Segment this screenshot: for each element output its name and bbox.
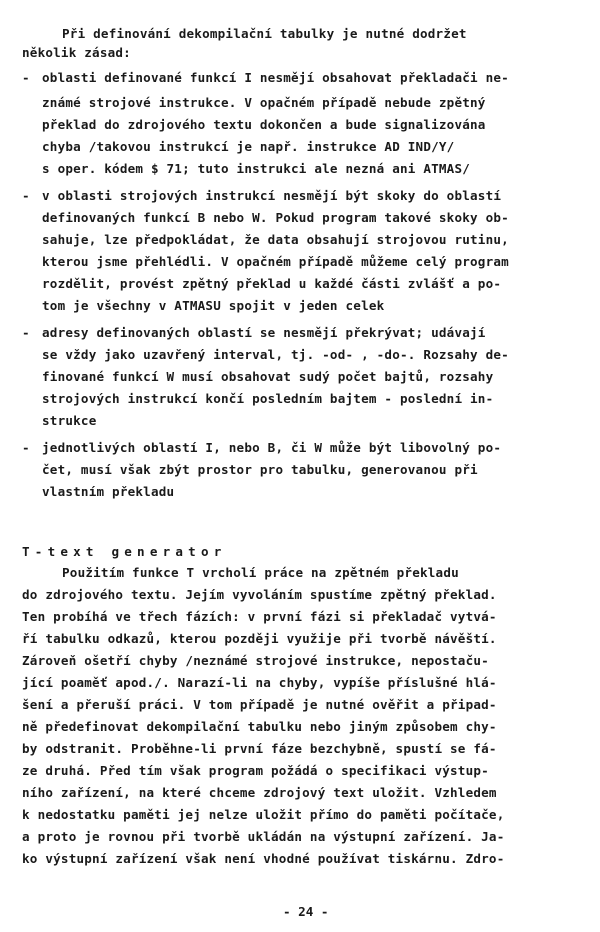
rule-line: chyba /takovou instrukcí je např. instrukce AD IND/Y/: [42, 139, 455, 154]
rule-line: jednotlivých oblastí I, nebo B, či W může být libovolný po-: [42, 440, 502, 455]
rule-bullet: -: [22, 325, 30, 340]
rule-line: v oblasti strojových instrukcí nesmějí být skoky do oblastí: [42, 188, 502, 203]
rule-line: tom je všechny v ATMASU spojit v jeden celek: [42, 298, 385, 313]
section-line: jící poaměť apod./. Narazí-li na chyby, vypíše příslušné hlá-: [22, 675, 497, 690]
rule-line: překlad do zdrojového textu dokončen a bude signalizována: [42, 117, 486, 132]
intro-line: několik zásad:: [22, 45, 131, 60]
section-line: by odstranit. Proběhne-li první fáze bezchybně, spustí se fá-: [22, 741, 497, 756]
rule-line: adresy definovaných oblastí se nesmějí překrývat; udávají: [42, 325, 486, 340]
section-line: a proto je rovnou při tvorbě ukládán na výstupní zařízení. Ja-: [22, 829, 505, 844]
rule-line: se vždy jako uzavřený interval, tj. -od- , -do-. Rozsahy de-: [42, 347, 509, 362]
section-line: ze druhá. Před tím však program požádá o specifikaci výstup-: [22, 763, 489, 778]
section-line: ko výstupní zařízení však není vhodné používat tiskárnu. Zdro-: [22, 851, 505, 866]
rule-line: s oper. kódem $ 71; tuto instrukci ale nezná ani ATMAS/: [42, 161, 471, 176]
rule-line: definovaných funkcí B nebo W. Pokud program takové skoky ob-: [42, 210, 509, 225]
rule-line: rozdělit, provést zpětný překlad u každé části zvlášť a po-: [42, 276, 502, 291]
rule-bullet: -: [22, 188, 30, 203]
section-line: Použitím funkce T vrcholí práce na zpětném překladu: [62, 565, 459, 580]
rule-line: finované funkcí W musí obsahovat sudý počet bajtů, rozsahy: [42, 369, 494, 384]
rule-bullet: -: [22, 70, 30, 85]
rule-line: strukce: [42, 413, 97, 428]
rule-line: oblasti definované funkcí I nesmějí obsahovat překladači ne-: [42, 70, 509, 85]
section-line: ně předefinovat dekompilační tabulku nebo jiným způsobem chy-: [22, 719, 497, 734]
intro-line: Při definování dekompilační tabulky je nutné dodržet: [62, 26, 467, 41]
rule-line: strojových instrukcí končí posledním bajtem - poslední in-: [42, 391, 494, 406]
section-line: ří tabulku odkazů, kterou později využije při tvorbě návěští.: [22, 631, 497, 646]
section-line: k nedostatku paměti jej nelze uložit přímo do paměti počítače,: [22, 807, 505, 822]
page-number: - 24 -: [283, 904, 329, 919]
rule-line: známé strojové instrukce. V opačném případě nebude zpětný: [42, 95, 486, 110]
section-line: Ten probíhá ve třech fázích: v první fázi si překladač vytvá-: [22, 609, 497, 624]
rule-bullet: -: [22, 440, 30, 455]
rule-line: vlastním překladu: [42, 484, 175, 499]
section-line: ního zařízení, na které chceme zdrojový text uložit. Vzhledem: [22, 785, 497, 800]
rule-line: čet, musí však zbýt prostor pro tabulku, generovanou při: [42, 462, 478, 477]
section-line: šení a přeruší práci. V tom případě je nutné ověřit a připad-: [22, 697, 497, 712]
rule-line: sahuje, lze předpokládat, že data obsahují strojovou rutinu,: [42, 232, 509, 247]
rule-line: kterou jsme přehlédli. V opačném případě můžeme celý program: [42, 254, 509, 269]
section-line: do zdrojového textu. Jejím vyvoláním spustíme zpětný překlad.: [22, 587, 497, 602]
section-line: Zároveň ošetří chyby /neznámé strojové instrukce, nepostaču-: [22, 653, 489, 668]
section-heading: T-text generator: [22, 544, 227, 559]
